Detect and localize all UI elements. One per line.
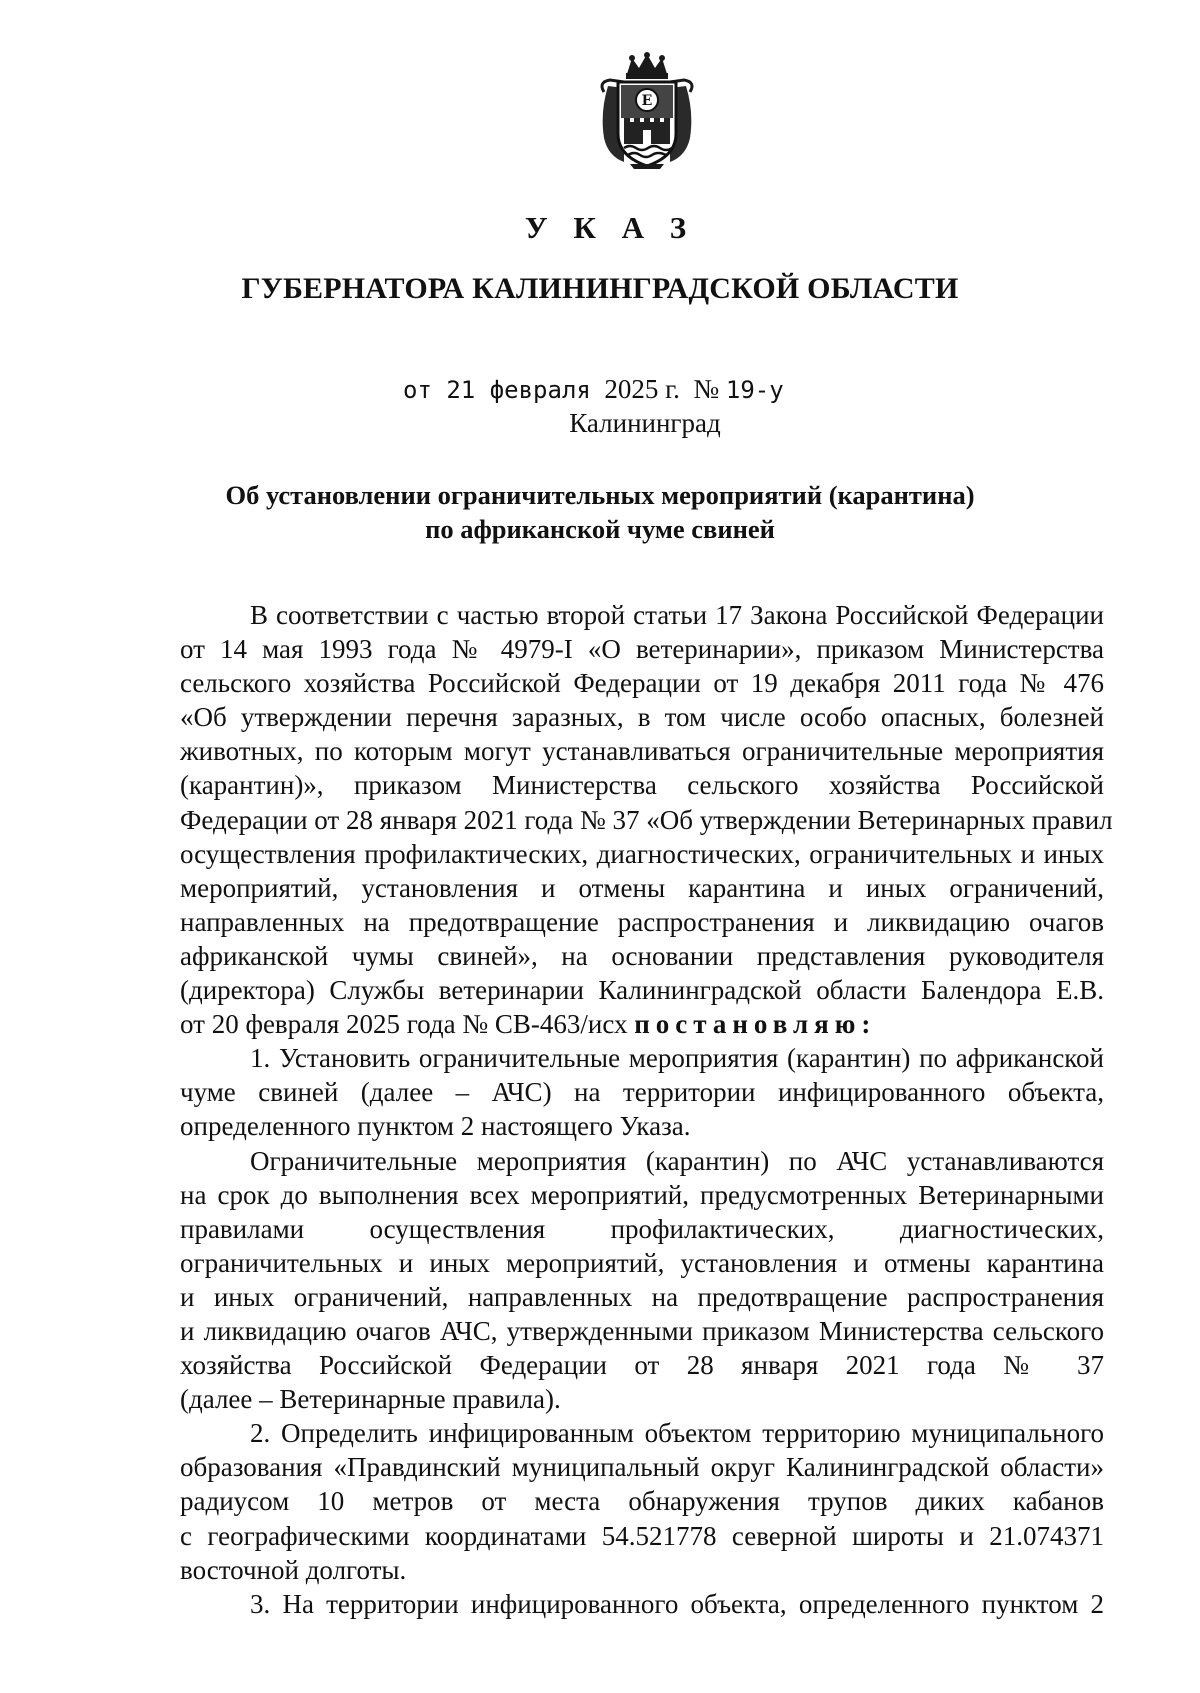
number-sign: №	[693, 374, 720, 404]
body-line-text: сельского хозяйства Российской Федерации от 19 декабря 2011 года № 476	[180, 668, 1104, 699]
body-line	[180, 939, 1104, 973]
body-line-text: (далее – Ветеринарные правила).	[180, 1384, 561, 1415]
body-line	[180, 598, 1104, 632]
document-type: У К А З	[524, 210, 696, 245]
body-line-text: Федерации от 28 января 2021 года № 37 «Об утверждении Ветеринарных правил	[180, 804, 1113, 835]
decree-number: 19-у	[725, 376, 784, 404]
body-line	[180, 666, 1104, 700]
body-line	[180, 1075, 1104, 1109]
body-line-text: 2. Определить инфицированным объектом территорию муниципального	[250, 1418, 1104, 1449]
body-line-text: В соответствии с частью второй статьи 17 Закона Российской Федерации	[250, 600, 1104, 630]
resolution-keyword: постановляю:	[634, 1009, 877, 1040]
body-line-text: животных, по которым могут устанавливаться ограничительные мероприятия	[180, 736, 1104, 767]
body-line-text: с географическими координатами 54.521778 северной широты и 21.074371	[180, 1520, 1104, 1551]
body-line	[180, 1007, 1104, 1041]
body-line	[180, 837, 1104, 871]
coat-of-arms-icon	[594, 52, 700, 170]
body-line	[180, 871, 1104, 905]
body-line-text: и иных ограничений, направленных на предотвращение распространения	[180, 1281, 1104, 1312]
body-line-text: на срок до выполнения всех мероприятий, предусмотренных Ветеринарными	[180, 1179, 1104, 1210]
issue-city: Калининград	[569, 408, 721, 438]
body-line-text: ограничительных и иных мероприятий, установления и отмены карантина	[180, 1247, 1104, 1278]
body-line	[180, 1484, 1104, 1518]
issuer-title: ГУБЕРНАТОРА КАЛИНИНГРАДСКОЙ ОБЛАСТИ	[241, 272, 959, 305]
body-line	[180, 803, 1113, 837]
body-line	[180, 1280, 1104, 1314]
body-line-text: хозяйства Российской Федерации от 28 января 2021 года № 37	[180, 1350, 1104, 1381]
body-line	[180, 1348, 1104, 1382]
body-line	[180, 1519, 1104, 1553]
body-line-text: (директора) Службы ветеринарии Калининградской области Балендора Е.В.	[180, 975, 1104, 1006]
body-line-text: чуме свиней (далее – АЧС) на территории инфицированного объекта,	[180, 1077, 1104, 1108]
body-line	[180, 1109, 1104, 1143]
body-line	[180, 768, 1104, 802]
decree-body	[180, 598, 1113, 1621]
body-line	[180, 734, 1104, 768]
decree-subject	[150, 478, 1050, 546]
body-line	[180, 632, 1104, 666]
body-line	[180, 1178, 1104, 1212]
date-number-line	[403, 374, 784, 405]
body-line	[180, 1144, 1104, 1178]
body-line-text: радиусом 10 метров от места обнаружения трупов диких кабанов	[180, 1486, 1104, 1517]
body-line	[180, 1553, 1104, 1587]
subject-line: по африканской чуме свиней	[425, 514, 775, 544]
body-line-text: от 20 февраля 2025 года № СВ-463/исх	[180, 1009, 628, 1040]
body-line-text: 3. На территории инфицированного объекта, определенного пунктом 2	[250, 1588, 1104, 1619]
body-line-text: и ликвидацию очагов АЧС, утвержденными приказом Министерства сельского	[180, 1315, 1104, 1346]
body-line	[180, 700, 1104, 734]
body-line-text: от 14 мая 1993 года № 4979-I «О ветеринарии», приказом Министерства	[180, 634, 1104, 665]
body-line-text: Ограничительные мероприятия (карантин) по АЧС устанавливаются	[250, 1145, 1104, 1176]
body-line-text: (карантин)», приказом Министерства сельского хозяйства Российской	[180, 770, 1104, 801]
body-line-text: правилами осуществления профилактических, диагностических,	[180, 1213, 1104, 1244]
body-line-text: мероприятий, установления и отмены карантина и иных ограничений,	[180, 872, 1104, 903]
body-line-text: восточной долготы.	[180, 1554, 407, 1585]
body-line	[180, 1212, 1104, 1246]
svg-text:Е: Е	[641, 93, 653, 109]
subject-line: Об установлении ограничительных мероприятий (карантина)	[225, 480, 975, 510]
decree-year: 2025 г.	[604, 374, 680, 404]
body-line-text: направленных на предотвращение распространения и ликвидацию очагов	[180, 906, 1104, 937]
body-line	[180, 1314, 1104, 1348]
body-line-text: осуществления профилактических, диагностических, ограничительных и иных	[180, 838, 1104, 869]
body-line	[180, 1587, 1104, 1621]
body-line	[180, 1246, 1104, 1280]
body-line-text: 1. Установить ограничительные мероприятия (карантин) по африканской	[250, 1043, 1104, 1074]
body-line-text: африканской чумы свиней», на основании представления руководителя	[180, 940, 1104, 971]
body-line	[180, 1450, 1104, 1484]
body-line	[180, 905, 1104, 939]
body-line	[180, 1041, 1104, 1075]
body-line-text: образования «Правдинский муниципальный округ Калининградской области»	[180, 1452, 1104, 1483]
body-line	[180, 1416, 1104, 1450]
body-line-text: «Об утверждении перечня заразных, в том числе особо опасных, болезней	[180, 702, 1104, 733]
body-line-text: определенного пунктом 2 настоящего Указа.	[180, 1111, 691, 1142]
body-line	[180, 1382, 1104, 1416]
decree-date: от 21 февраля	[403, 376, 591, 404]
body-line	[180, 973, 1104, 1007]
